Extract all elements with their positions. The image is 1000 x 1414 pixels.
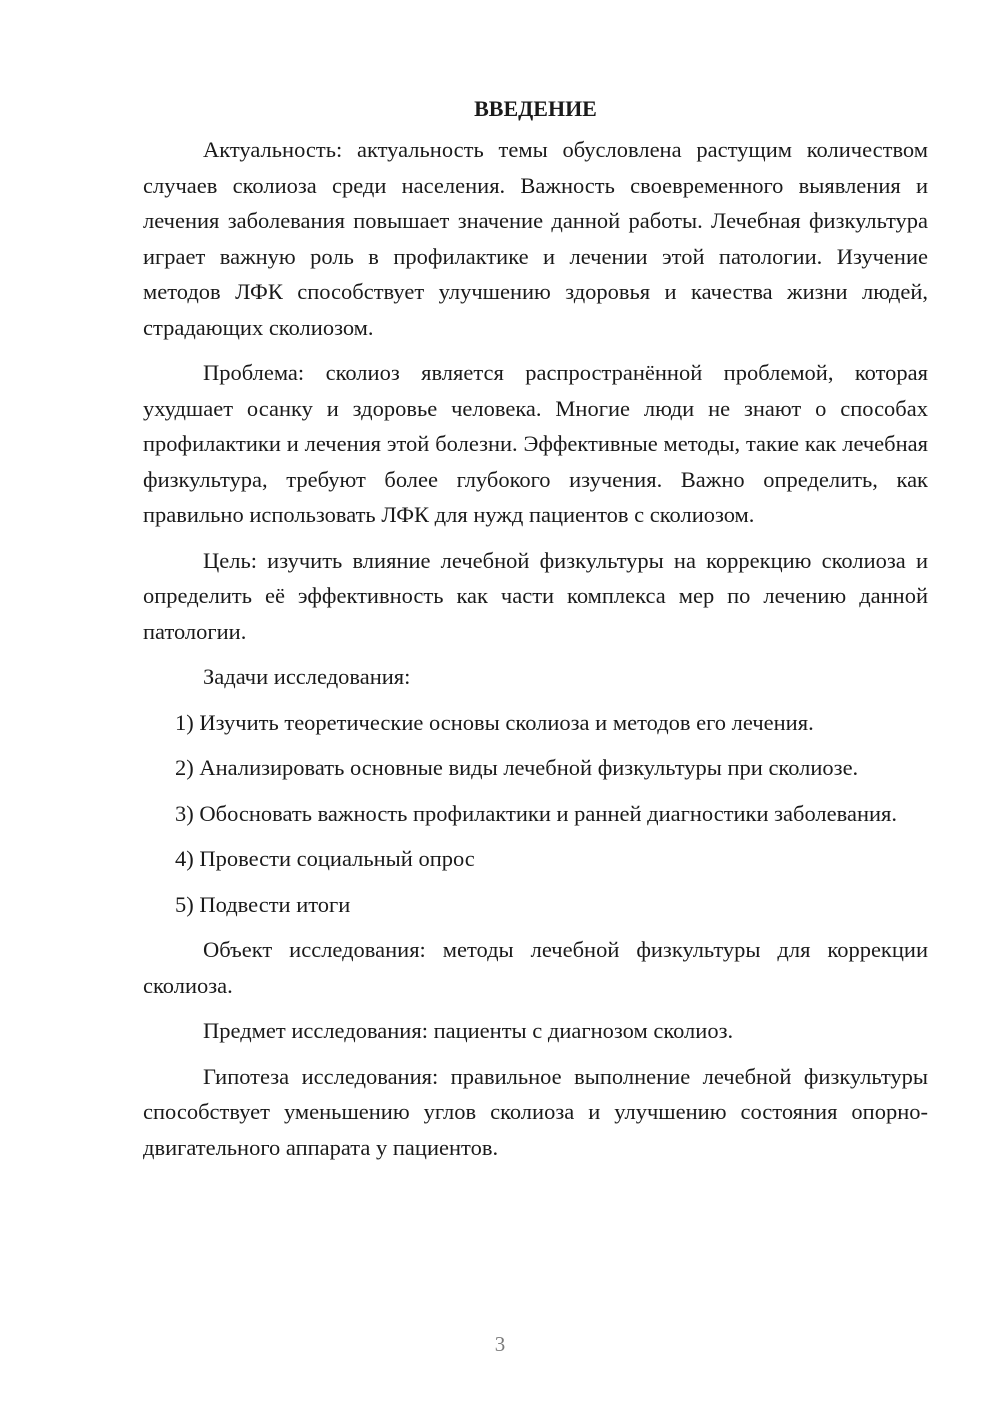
subject-paragraph: Предмет исследования: пациенты с диагнозом сколиоз. xyxy=(203,1018,734,1043)
page-number: 3 xyxy=(494,1332,506,1356)
problem-paragraph: Проблема: сколиоз является распространённой проблемой, которая ухудшает осанку и здоровье человека. Многие люди не знают о способах профилактики и лечения этой болезни. Эффективные методы, такие как лечебная физкультура, требуют более глубокого изучения. Важно определить, как правильно использовать ЛФК для нужд пациентов с сколиозом. xyxy=(143,360,928,527)
task-item-1: 1) Изучить теоретические основы сколиоза и методов его лечения. xyxy=(175,709,814,735)
task-item-5: 5) Подвести итоги xyxy=(175,891,351,917)
task-item-2: 2) Анализировать основные виды лечебной физкультуры при сколиозе. xyxy=(175,755,859,780)
task-item-3: 3) Обосновать важность профилактики и ранней диагностики заболевания. xyxy=(175,800,898,826)
tasks-heading: Задачи исследования: xyxy=(203,664,411,689)
relevance-paragraph: Актуальность: актуальность темы обусловлена растущим количеством случаев сколиоза среди населения. Важность своевременного выявления и лечения заболевания повышает значение данной работы. Лечебная физкультура играет важную роль в профилактике и лечении этой патологии. Изучение методов ЛФК способствует улучшению здоровья и качества жизни людей, страдающих сколиозом. xyxy=(143,137,928,340)
section-title: ВВЕДЕНИЕ xyxy=(474,96,597,121)
task-item-4: 4) Провести социальный опрос xyxy=(175,846,475,871)
hypothesis-paragraph: Гипотеза исследования: правильное выполнение лечебной физкультуры способствует уменьшению углов сколиоза и улучшению состояния опорно-двигательного аппарата у пациентов. xyxy=(143,1063,928,1160)
object-paragraph: Объект исследования: методы лечебной физкультуры для коррекции сколиоза. xyxy=(143,937,928,998)
document-page xyxy=(143,92,928,1175)
goal-paragraph: Цель: изучить влияние лечебной физкультуры на коррекцию сколиоза и определить её эффективность как части комплекса мер по лечению данной патологии. xyxy=(143,547,928,644)
